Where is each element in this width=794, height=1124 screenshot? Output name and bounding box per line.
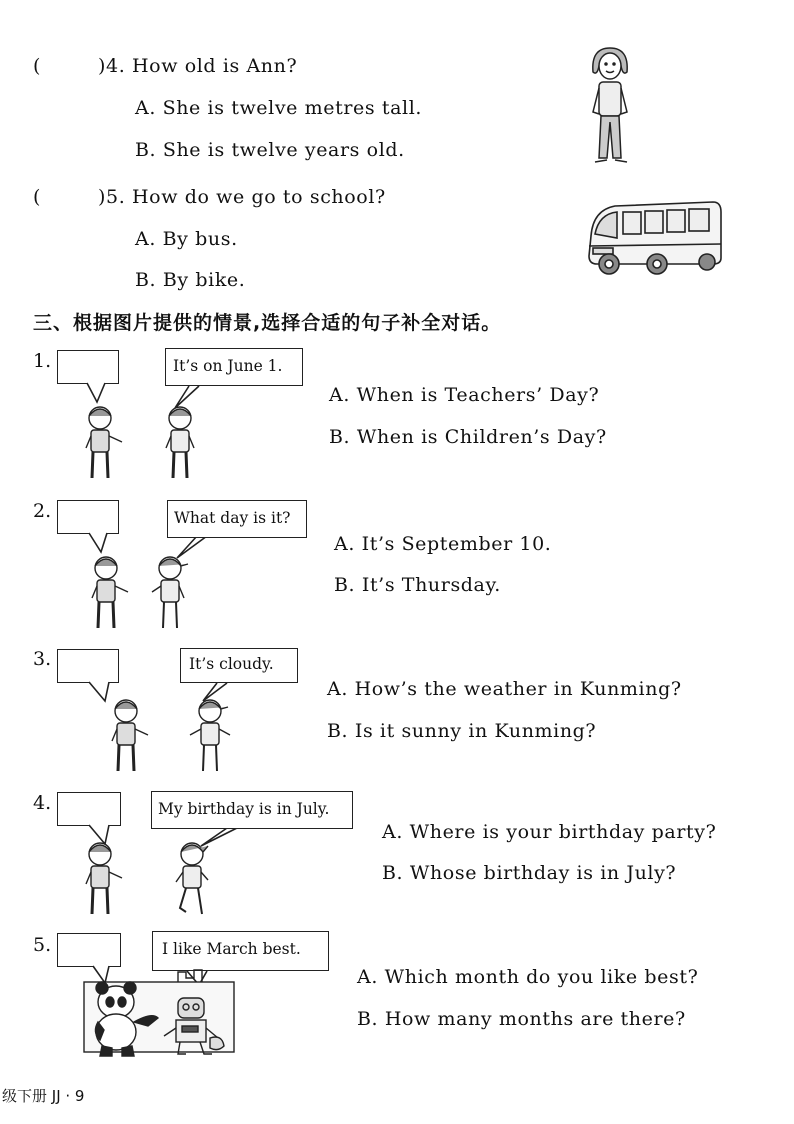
question-4 [98, 55, 297, 77]
reply-bubble-1 [165, 348, 303, 386]
kids-illustration-4 [80, 840, 220, 922]
item-number-1: 1. [33, 350, 52, 372]
option-4b: B. She is twelve years old. [135, 139, 405, 161]
item3-option-a: A. How’s the weather in Kunming? [327, 678, 682, 700]
item-number-2: 2. [33, 500, 52, 522]
item1-option-a: A. When is Teachers’ Day? [329, 384, 600, 406]
question-5 [98, 186, 386, 208]
item2-option-b: B. It’s Thursday. [334, 574, 501, 596]
item5-option-b: B. How many months are there? [357, 1008, 686, 1030]
kids-illustration-2 [86, 554, 206, 636]
kids-illustration-3 [106, 697, 236, 779]
paren-open: ( [33, 186, 42, 208]
reply-text-1: It’s on June 1. [173, 357, 283, 375]
reply-text-3: It’s cloudy. [189, 655, 274, 673]
reply-text-4: My birthday is in July. [158, 800, 330, 818]
answer-paren-5[interactable] [33, 186, 41, 208]
question-text: How old is Ann? [131, 55, 298, 77]
item4-option-a: A. Where is your birthday party? [382, 821, 717, 843]
reply-bubble-3 [180, 648, 298, 683]
item1-option-b: B. When is Children’s Day? [329, 426, 607, 448]
reply-text-2: What day is it? [174, 509, 291, 527]
option-5b: B. By bike. [135, 269, 246, 291]
paren-close: ) [98, 186, 107, 208]
question-number: 5. [106, 186, 126, 208]
girl-ann-illustration [575, 42, 645, 172]
question-number: 4. [106, 55, 126, 77]
item2-option-a: A. It’s September 10. [334, 533, 552, 555]
section-3-title: 三、根据图片提供的情景,选择合适的句子补全对话。 [33, 312, 502, 334]
answer-paren-4[interactable] [33, 55, 41, 77]
bus-illustration [585, 198, 725, 280]
item3-option-b: B. Is it sunny in Kunming? [327, 720, 597, 742]
item-number-4: 4. [33, 792, 52, 814]
item4-option-b: B. Whose birthday is in July? [382, 862, 677, 884]
paren-open: ( [33, 55, 42, 77]
reply-bubble-5 [152, 931, 329, 971]
item5-option-a: A. Which month do you like best? [357, 966, 699, 988]
option-4a: A. She is twelve metres tall. [135, 97, 423, 119]
kids-illustration-1 [80, 404, 200, 486]
option-5a: A. By bus. [135, 228, 238, 250]
question-text: How do we go to school? [131, 186, 386, 208]
item-number-5: 5. [33, 934, 52, 956]
reply-bubble-2 [167, 500, 307, 538]
reply-bubble-4 [151, 791, 353, 829]
page-footer: 级下册 JJ · 9 [2, 1087, 85, 1105]
paren-close: ) [98, 55, 107, 77]
reply-text-5: I like March best. [162, 940, 301, 958]
item-number-3: 3. [33, 648, 52, 670]
panda-robot-illustration [82, 966, 252, 1060]
